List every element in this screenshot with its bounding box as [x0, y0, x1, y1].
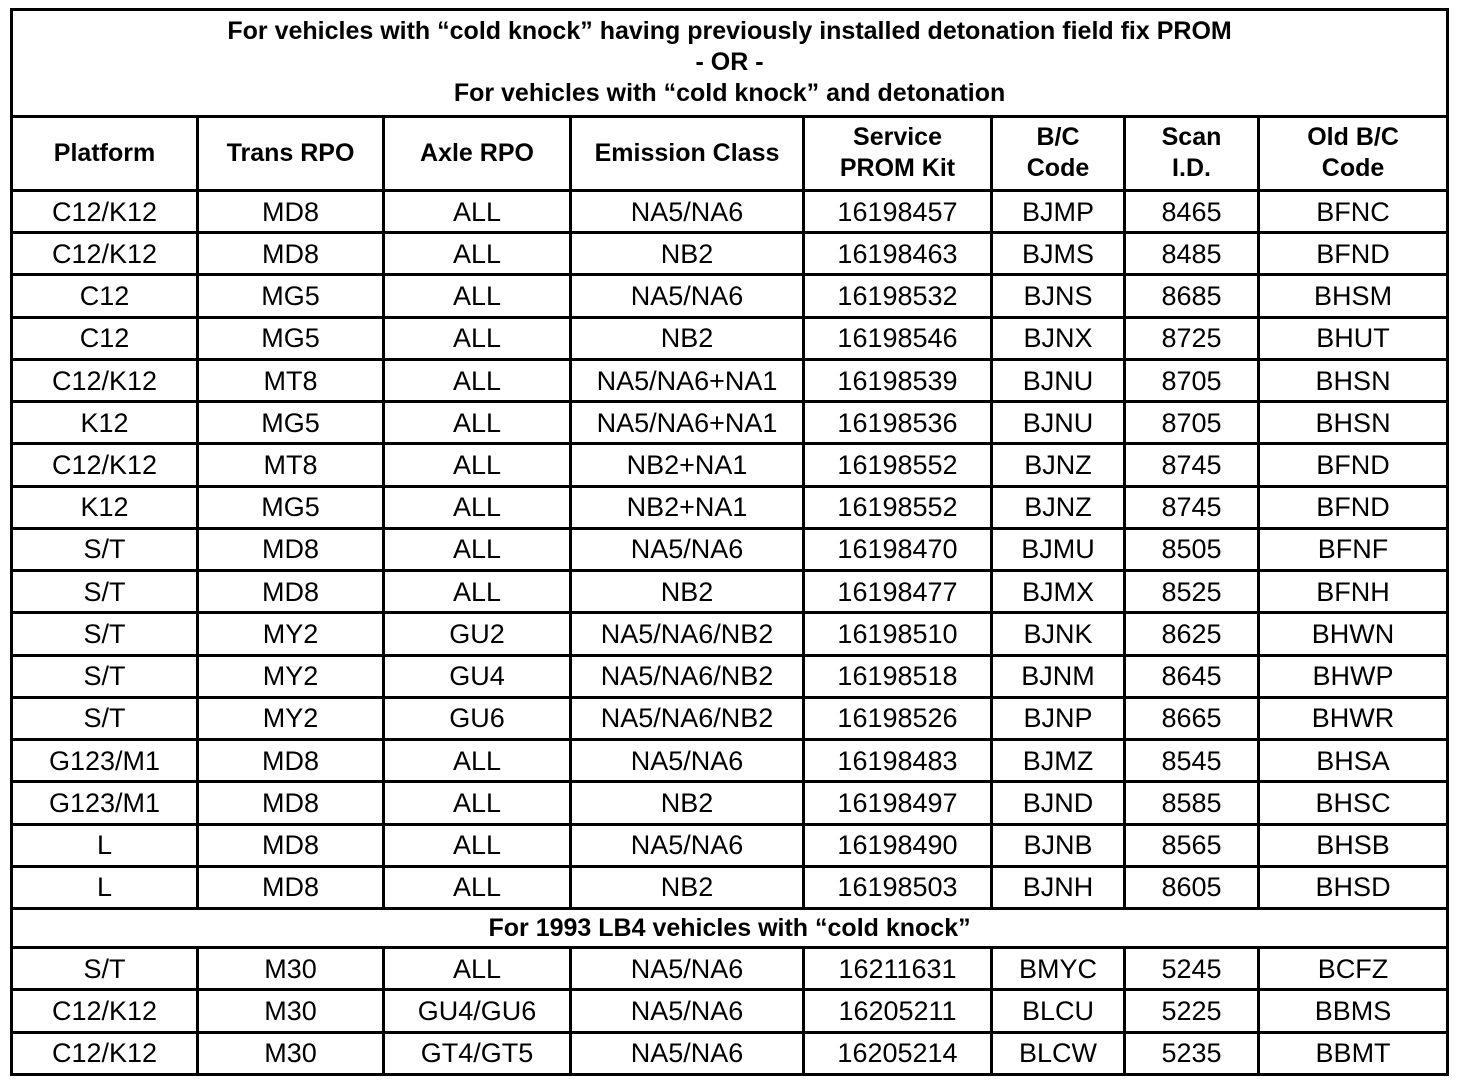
cell-emission-class: NA5/NA6/NB2	[571, 697, 804, 739]
table-row	[12, 191, 1448, 233]
cell-axle-rpo: ALL	[384, 486, 571, 528]
table-row	[12, 1032, 1448, 1074]
cell-old-bc-code: BHUT	[1259, 317, 1448, 359]
cell-platform: L	[12, 866, 198, 908]
cell-axle-rpo: GU4	[384, 655, 571, 697]
cell-emission-class: NB2	[571, 571, 804, 613]
cell-emission-class: NA5/NA6	[571, 191, 804, 233]
cell-bc-code: BJMU	[992, 528, 1125, 570]
cell-platform: S/T	[12, 697, 198, 739]
cell-bc-code: BJMS	[992, 233, 1125, 275]
cell-axle-rpo: GU6	[384, 697, 571, 739]
cell-axle-rpo: ALL	[384, 824, 571, 866]
cell-platform: G123/M1	[12, 782, 198, 824]
cell-old-bc-code: BHSB	[1259, 824, 1448, 866]
cell-scan-id: 8485	[1125, 233, 1259, 275]
cell-emission-class: NB2+NA1	[571, 444, 804, 486]
cell-old-bc-code: BHSN	[1259, 402, 1448, 444]
cell-service-prom-kit: 16198470	[804, 528, 992, 570]
cell-service-prom-kit: 16198477	[804, 571, 992, 613]
cell-old-bc-code: BFNH	[1259, 571, 1448, 613]
header-bc-code	[992, 116, 1125, 190]
cell-emission-class: NB2	[571, 233, 804, 275]
cell-trans-rpo: MG5	[198, 486, 384, 528]
header-text-line: Scan	[1161, 123, 1222, 152]
header-text-line: Emission Class	[594, 138, 780, 167]
cell-scan-id: 8605	[1125, 866, 1259, 908]
cell-service-prom-kit: 16198457	[804, 191, 992, 233]
cell-trans-rpo: M30	[198, 990, 384, 1032]
cell-platform: S/T	[12, 528, 198, 570]
cell-service-prom-kit: 16205214	[804, 1032, 992, 1074]
cell-trans-rpo: MT8	[198, 359, 384, 401]
column-header-row	[12, 116, 1448, 190]
cell-axle-rpo: ALL	[384, 275, 571, 317]
prom-table	[10, 8, 1449, 1076]
cell-scan-id: 8725	[1125, 317, 1259, 359]
cell-trans-rpo: MG5	[198, 317, 384, 359]
section-heading: For 1993 LB4 vehicles with “cold knock”	[12, 908, 1448, 947]
cell-scan-id: 5245	[1125, 948, 1259, 990]
cell-platform: K12	[12, 486, 198, 528]
table-row	[12, 317, 1448, 359]
cell-trans-rpo: M30	[198, 1032, 384, 1074]
table-row	[12, 990, 1448, 1032]
cell-axle-rpo: ALL	[384, 191, 571, 233]
cell-bc-code: BMYC	[992, 948, 1125, 990]
cell-axle-rpo: ALL	[384, 866, 571, 908]
cell-axle-rpo: ALL	[384, 528, 571, 570]
cell-axle-rpo: GU2	[384, 613, 571, 655]
cell-emission-class: NA5/NA6	[571, 948, 804, 990]
cell-service-prom-kit: 16198546	[804, 317, 992, 359]
header-trans-rpo	[198, 116, 384, 190]
cell-platform: C12/K12	[12, 233, 198, 275]
header-axle-rpo	[384, 116, 571, 190]
header-text-line: B/C	[1036, 123, 1080, 152]
header-text-line: Platform	[53, 138, 156, 167]
cell-service-prom-kit: 16211631	[804, 948, 992, 990]
cell-bc-code: BJMX	[992, 571, 1125, 613]
cell-platform: C12/K12	[12, 191, 198, 233]
cell-emission-class: NA5/NA6	[571, 740, 804, 782]
table-row	[12, 697, 1448, 739]
cell-scan-id: 8745	[1125, 444, 1259, 486]
cell-bc-code: BJMZ	[992, 740, 1125, 782]
cell-trans-rpo: MD8	[198, 866, 384, 908]
cell-service-prom-kit: 16205211	[804, 990, 992, 1032]
cell-old-bc-code: BHSA	[1259, 740, 1448, 782]
cell-axle-rpo: ALL	[384, 740, 571, 782]
cell-axle-rpo: ALL	[384, 571, 571, 613]
cell-trans-rpo: MY2	[198, 655, 384, 697]
table-row	[12, 359, 1448, 401]
cell-axle-rpo: ALL	[384, 402, 571, 444]
cell-scan-id: 8705	[1125, 359, 1259, 401]
cell-platform: L	[12, 824, 198, 866]
cell-service-prom-kit: 16198503	[804, 866, 992, 908]
cell-trans-rpo: MG5	[198, 275, 384, 317]
cell-old-bc-code: BCFZ	[1259, 948, 1448, 990]
header-platform	[12, 116, 198, 190]
cell-emission-class: NA5/NA6+NA1	[571, 359, 804, 401]
cell-service-prom-kit: 16198536	[804, 402, 992, 444]
table-title	[12, 10, 1448, 117]
cell-scan-id: 8465	[1125, 191, 1259, 233]
cell-emission-class: NB2+NA1	[571, 486, 804, 528]
cell-service-prom-kit: 16198539	[804, 359, 992, 401]
cell-service-prom-kit: 16198552	[804, 444, 992, 486]
cell-scan-id: 8565	[1125, 824, 1259, 866]
table-row	[12, 740, 1448, 782]
cell-scan-id: 8665	[1125, 697, 1259, 739]
cell-scan-id: 8585	[1125, 782, 1259, 824]
cell-trans-rpo: M30	[198, 948, 384, 990]
cell-emission-class: NA5/NA6	[571, 528, 804, 570]
cell-scan-id: 8505	[1125, 528, 1259, 570]
cell-axle-rpo: ALL	[384, 317, 571, 359]
cell-bc-code: BJNX	[992, 317, 1125, 359]
cell-bc-code: BJMP	[992, 191, 1125, 233]
cell-bc-code: BJND	[992, 782, 1125, 824]
cell-bc-code: BJNZ	[992, 444, 1125, 486]
cell-emission-class: NA5/NA6	[571, 275, 804, 317]
header-text-line: Old B/C	[1307, 123, 1399, 152]
cell-platform: C12	[12, 317, 198, 359]
cell-scan-id: 5225	[1125, 990, 1259, 1032]
cell-old-bc-code: BFND	[1259, 486, 1448, 528]
cell-axle-rpo: ALL	[384, 782, 571, 824]
header-text-line: Code	[1321, 154, 1385, 183]
cell-old-bc-code: BHSD	[1259, 866, 1448, 908]
title-line-1: For vehicles with “cold knock” having previously installed detonation field fix PROM	[227, 17, 1232, 46]
table-row	[12, 444, 1448, 486]
cell-old-bc-code: BHWP	[1259, 655, 1448, 697]
cell-emission-class: NA5/NA6	[571, 990, 804, 1032]
table-row	[12, 613, 1448, 655]
cell-scan-id: 8685	[1125, 275, 1259, 317]
header-old-bc-code	[1259, 116, 1448, 190]
cell-service-prom-kit: 16198463	[804, 233, 992, 275]
cell-old-bc-code: BBMT	[1259, 1032, 1448, 1074]
table-row	[12, 528, 1448, 570]
cell-bc-code: BLCW	[992, 1032, 1125, 1074]
header-text-line: Axle RPO	[420, 138, 534, 167]
cell-bc-code: BJNZ	[992, 486, 1125, 528]
cell-emission-class: NA5/NA6/NB2	[571, 655, 804, 697]
table-row	[12, 275, 1448, 317]
cell-bc-code: BJNK	[992, 613, 1125, 655]
cell-platform: K12	[12, 402, 198, 444]
table-row	[12, 782, 1448, 824]
cell-old-bc-code: BFNC	[1259, 191, 1448, 233]
cell-bc-code: BJNU	[992, 359, 1125, 401]
table-row	[12, 486, 1448, 528]
cell-scan-id: 8545	[1125, 740, 1259, 782]
cell-trans-rpo: MD8	[198, 233, 384, 275]
cell-trans-rpo: MY2	[198, 613, 384, 655]
cell-platform: G123/M1	[12, 740, 198, 782]
cell-bc-code: BJNB	[992, 824, 1125, 866]
cell-old-bc-code: BHSN	[1259, 359, 1448, 401]
cell-trans-rpo: MD8	[198, 782, 384, 824]
cell-service-prom-kit: 16198483	[804, 740, 992, 782]
cell-emission-class: NA5/NA6	[571, 824, 804, 866]
table-row	[12, 402, 1448, 444]
header-text-line: I.D.	[1172, 154, 1211, 183]
table-row	[12, 233, 1448, 275]
cell-scan-id: 8745	[1125, 486, 1259, 528]
cell-emission-class: NA5/NA6+NA1	[571, 402, 804, 444]
header-text-line: Trans RPO	[226, 138, 355, 167]
cell-service-prom-kit: 16198490	[804, 824, 992, 866]
cell-emission-class: NA5/NA6	[571, 1032, 804, 1074]
title-line-3: For vehicles with “cold knock” and detonation	[453, 79, 1006, 108]
cell-trans-rpo: MD8	[198, 824, 384, 866]
cell-service-prom-kit: 16198497	[804, 782, 992, 824]
cell-platform: C12/K12	[12, 1032, 198, 1074]
cell-old-bc-code: BHSM	[1259, 275, 1448, 317]
cell-scan-id: 8645	[1125, 655, 1259, 697]
cell-old-bc-code: BBMS	[1259, 990, 1448, 1032]
cell-platform: S/T	[12, 655, 198, 697]
cell-old-bc-code: BHSC	[1259, 782, 1448, 824]
cell-trans-rpo: MT8	[198, 444, 384, 486]
cell-scan-id: 5235	[1125, 1032, 1259, 1074]
cell-axle-rpo: GT4/GT5	[384, 1032, 571, 1074]
cell-platform: S/T	[12, 613, 198, 655]
cell-platform: S/T	[12, 948, 198, 990]
cell-platform: C12/K12	[12, 990, 198, 1032]
cell-old-bc-code: BHWN	[1259, 613, 1448, 655]
cell-platform: C12/K12	[12, 444, 198, 486]
cell-axle-rpo: GU4/GU6	[384, 990, 571, 1032]
header-scan-id	[1125, 116, 1259, 190]
header-text-line: PROM Kit	[839, 154, 956, 183]
cell-bc-code: BJNM	[992, 655, 1125, 697]
title-row	[12, 10, 1448, 117]
cell-platform: S/T	[12, 571, 198, 613]
cell-scan-id: 8525	[1125, 571, 1259, 613]
cell-service-prom-kit: 16198532	[804, 275, 992, 317]
table-row	[12, 824, 1448, 866]
header-text-line: Service	[853, 123, 942, 152]
cell-bc-code: BLCU	[992, 990, 1125, 1032]
cell-platform: C12/K12	[12, 359, 198, 401]
title-line-2: - OR -	[695, 48, 764, 77]
cell-service-prom-kit: 16198518	[804, 655, 992, 697]
header-service-prom-kit	[804, 116, 992, 190]
cell-bc-code: BJNH	[992, 866, 1125, 908]
cell-trans-rpo: MD8	[198, 191, 384, 233]
header-text-line: Code	[1026, 154, 1090, 183]
cell-trans-rpo: MY2	[198, 697, 384, 739]
cell-bc-code: BJNU	[992, 402, 1125, 444]
cell-emission-class: NB2	[571, 782, 804, 824]
cell-axle-rpo: ALL	[384, 444, 571, 486]
cell-old-bc-code: BFND	[1259, 233, 1448, 275]
table-row	[12, 571, 1448, 613]
cell-service-prom-kit: 16198552	[804, 486, 992, 528]
cell-old-bc-code: BFND	[1259, 444, 1448, 486]
cell-axle-rpo: ALL	[384, 233, 571, 275]
cell-trans-rpo: MD8	[198, 528, 384, 570]
section-heading-row	[12, 908, 1448, 947]
cell-trans-rpo: MD8	[198, 740, 384, 782]
cell-old-bc-code: BFNF	[1259, 528, 1448, 570]
cell-emission-class: NA5/NA6/NB2	[571, 613, 804, 655]
cell-trans-rpo: MG5	[198, 402, 384, 444]
cell-axle-rpo: ALL	[384, 359, 571, 401]
cell-service-prom-kit: 16198526	[804, 697, 992, 739]
cell-bc-code: BJNP	[992, 697, 1125, 739]
cell-emission-class: NB2	[571, 317, 804, 359]
cell-scan-id: 8705	[1125, 402, 1259, 444]
cell-platform: C12	[12, 275, 198, 317]
table-row	[12, 948, 1448, 990]
cell-trans-rpo: MD8	[198, 571, 384, 613]
table-row	[12, 655, 1448, 697]
cell-service-prom-kit: 16198510	[804, 613, 992, 655]
cell-bc-code: BJNS	[992, 275, 1125, 317]
header-emission-class	[571, 116, 804, 190]
cell-axle-rpo: ALL	[384, 948, 571, 990]
cell-emission-class: NB2	[571, 866, 804, 908]
cell-scan-id: 8625	[1125, 613, 1259, 655]
cell-old-bc-code: BHWR	[1259, 697, 1448, 739]
table-row	[12, 866, 1448, 908]
